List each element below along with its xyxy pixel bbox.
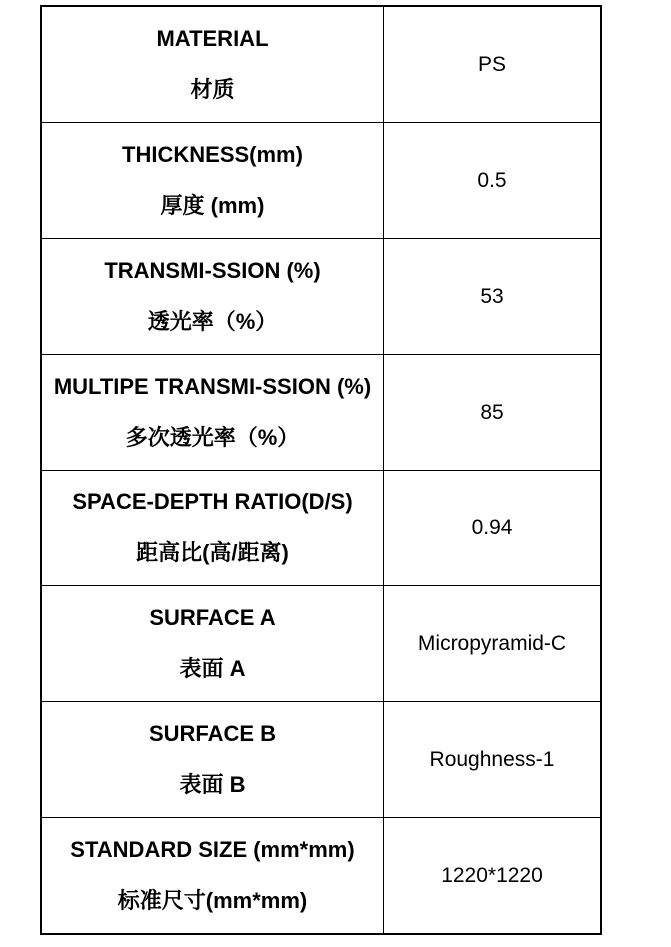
spec-value-cell-transmission [384,239,600,354]
spec-label-en: THICKNESS(mm) [122,141,303,167]
spec-label-zh: 材质 [190,76,235,102]
spec-label-en: SURFACE B [148,721,277,747]
spec-label-zh: 透光率（%） [147,308,278,334]
spec-label-en: SURFACE A [149,605,276,631]
spec-label-cell-material [42,7,383,122]
spec-label-en: STANDARD SIZE (mm*mm) [70,837,355,863]
spec-value-cell-space-depth-ratio [384,471,600,586]
spec-value: 0.5 [477,168,507,192]
spec-value-cell-multiple-transmission [384,355,600,470]
spec-value: 1220*1220 [441,864,543,888]
spec-label-en: SPACE-DEPTH RATIO(D/S) [72,489,353,515]
spec-value-cell-surface-a [384,586,600,701]
spec-value: Roughness-1 [429,748,555,772]
spec-value: 53 [480,284,504,308]
spec-label-zh: 距高比(高/距离) [136,540,289,566]
spec-label-zh: 厚度 (mm) [160,192,265,218]
spec-value: 0.94 [471,516,513,540]
spec-value-cell-standard-size [384,818,600,933]
spec-value-cell-thickness [384,123,600,238]
spec-value: Micropyramid-C [417,632,567,656]
spec-label-zh: 标准尺寸(mm*mm) [117,888,308,914]
spec-label-cell-surface-a [42,586,383,701]
spec-value: 85 [480,400,504,424]
spec-label-cell-thickness [42,123,383,238]
spec-label-zh: 表面 B [179,772,246,798]
spec-label-en: MATERIAL [156,25,269,51]
material-spec-table [40,5,602,935]
spec-label-cell-standard-size [42,818,383,933]
spec-value-cell-surface-b [384,702,600,817]
spec-value: PS [477,52,506,76]
spec-label-en: TRANSMI-SSION (%) [104,257,321,283]
spec-value-cell-material [384,7,600,122]
spec-label-cell-space-depth-ratio [42,471,383,586]
spec-label-cell-surface-b [42,702,383,817]
spec-label-cell-transmission [42,239,383,354]
spec-label-zh: 表面 A [179,656,246,682]
spec-label-zh: 多次透光率（%） [125,424,300,450]
spec-label-cell-multiple-transmission [42,355,383,470]
spec-label-en: MULTIPE TRANSMI-SSION (%) [53,373,372,399]
